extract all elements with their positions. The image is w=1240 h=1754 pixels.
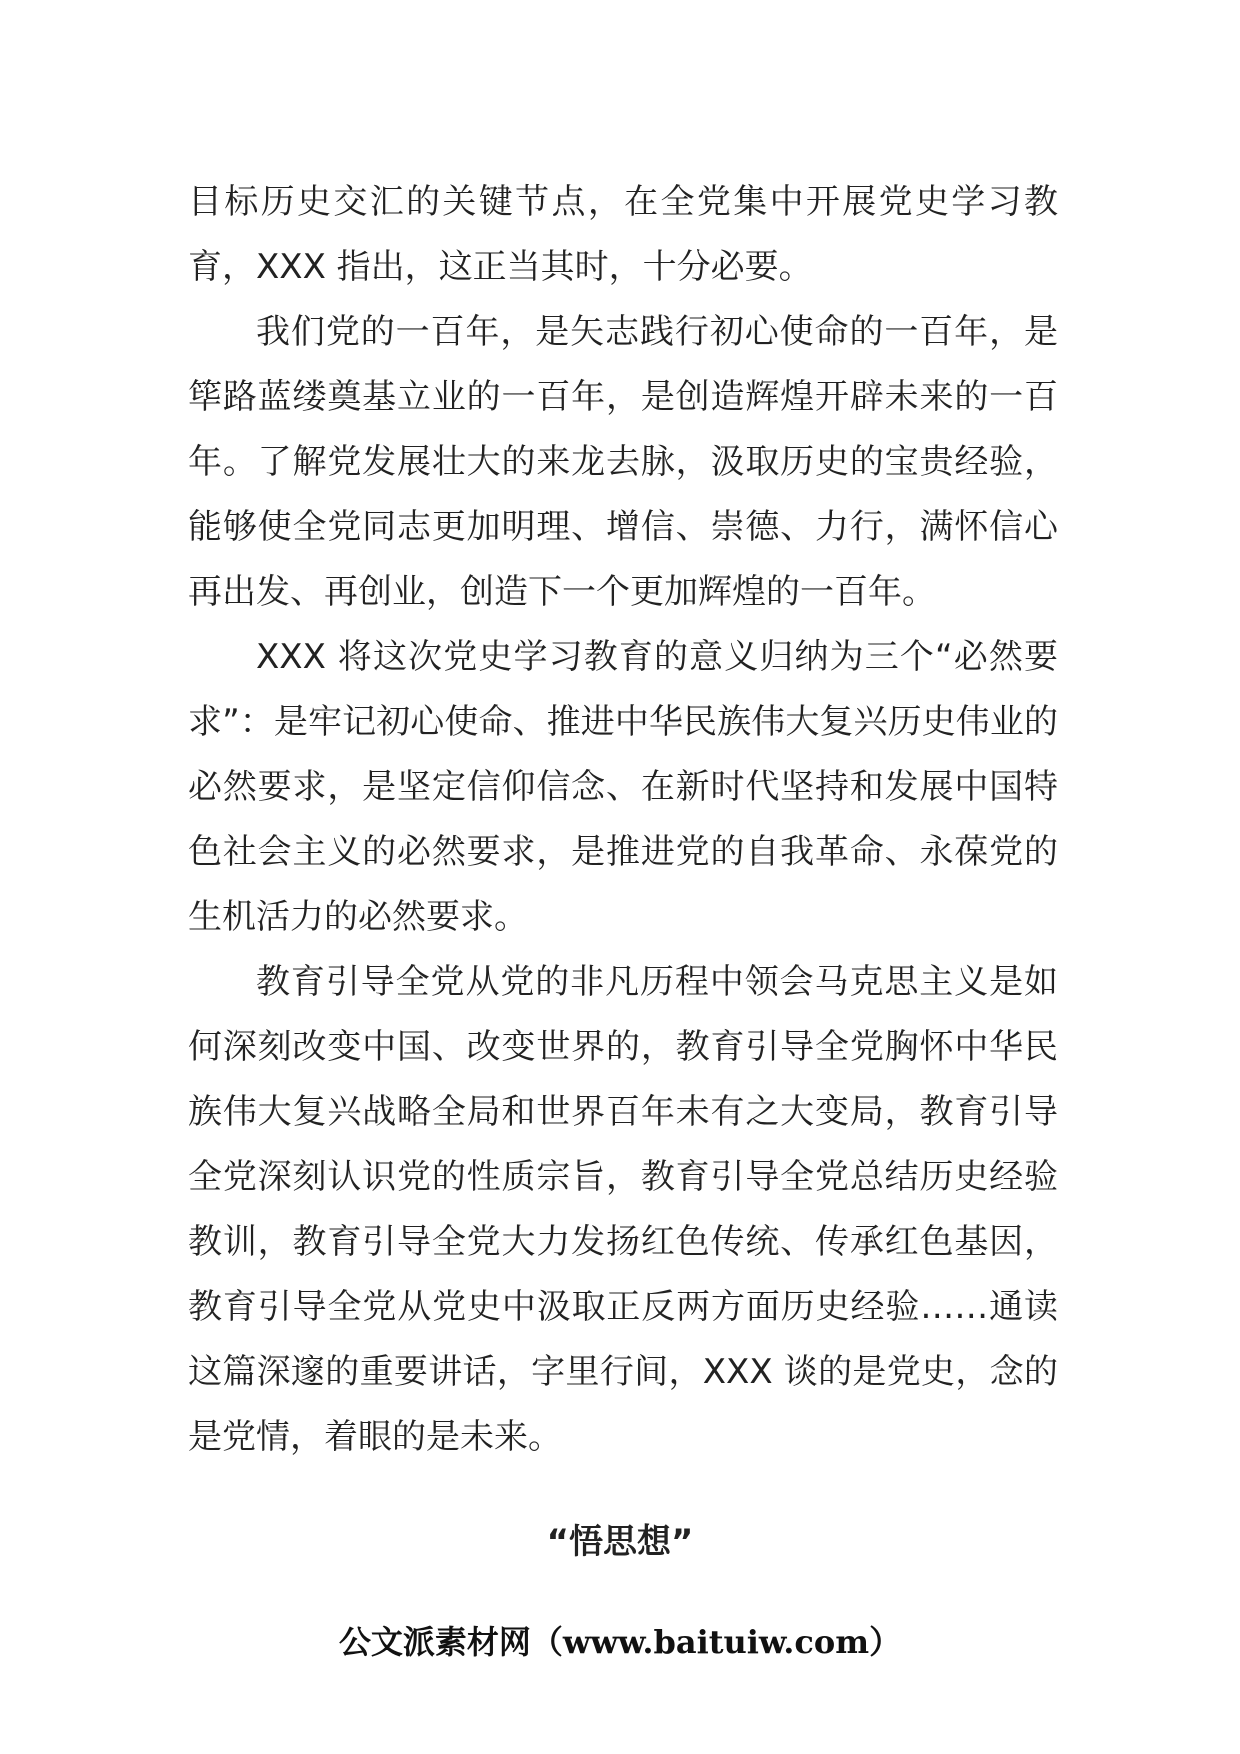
paragraph-2: 我们党的一百年，是矢志践行初心使命的一百年，是筚路蓝缕奠基立业的一百年，是创造辉煌开辟未来的一百年。了解党发展壮大的来龙去脉，汲取历史的宝贵经验，能够使全党同志更加明理、增信、崇德、力行，满怀信心再出发、再创业，创造下一个更加辉煌的一百年。: [188, 312, 1058, 612]
section-heading: “悟思想”: [546, 1522, 694, 1562]
document-body: [188, 170, 1058, 1470]
paragraph-4: 教育引导全党从党的非凡历程中领会马克思主义是如何深刻改变中国、改变世界的，教育引导全党胸怀中华民族伟大复兴战略全局和世界百年未有之大变局，教育引导全党深刻认识党的性质宗旨，教育引导全党总结历史经验教训，教育引导全党大力发扬红色传统、传承红色基因，教育引导全党从党史中汲取正反两方面历史经验……通读这篇深邃的重要讲话，字里行间，XXX 谈的是党史，念的是党情，着眼的是未来。: [188, 962, 1058, 1457]
footer-source-line: 公文派素材网（www.baituiw.com）: [338, 1623, 902, 1661]
paragraph-1: 目标历史交汇的关键节点，在全党集中开展党史学习教育，XXX 指出，这正当其时，十分必要。: [188, 182, 1058, 287]
paragraph-3: XXX 将这次党史学习教育的意义归纳为三个“必然要求”：是牢记初心使命、推进中华民族伟大复兴历史伟业的必然要求，是坚定信仰信念、在新时代坚持和发展中国特色社会主义的必然要求，是推进党的自我革命、永葆党的生机活力的必然要求。: [188, 637, 1058, 937]
